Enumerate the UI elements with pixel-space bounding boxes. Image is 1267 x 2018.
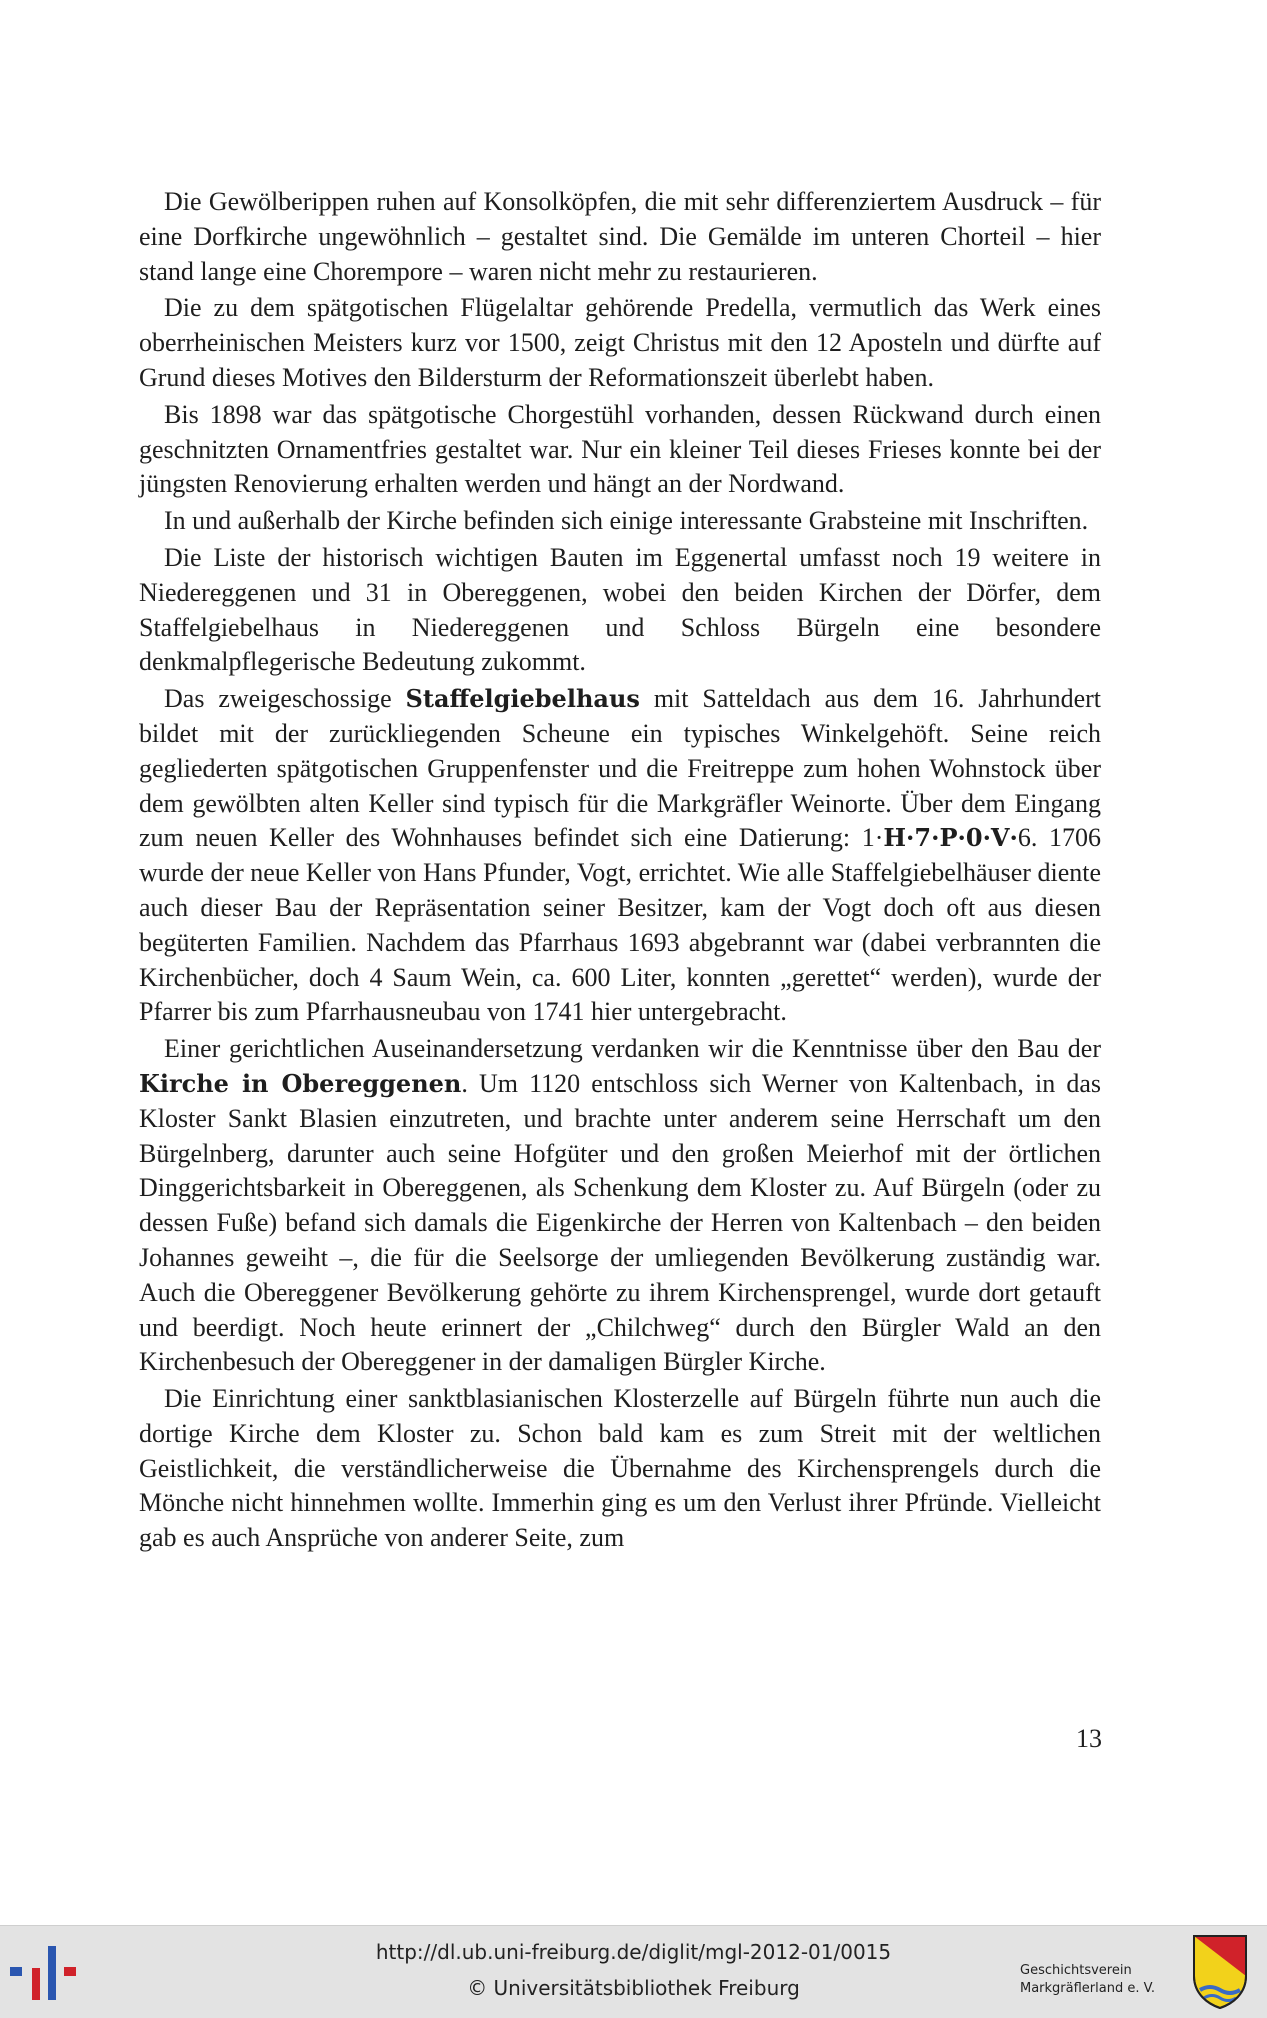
paragraph-klosterzelle: Die Einrichtung einer sanktblasianischen Klosterzelle auf Bürgeln führte nun auch die dortige Kirche dem Kloster zu. Schon bald kam es zum Streit mit der weltlichen Geistlichkeit, die verständlicherweise die Übernahme des Kirchensprengels durch die Mönche nicht hinnehmen wollte. Immerhin ging es um den Verlust ihrer Pfründe. Vielleicht gab es auch Ansprüche von anderer Seite, zum [139,1384,1101,1553]
paragraph-bautenliste: Die Liste der historisch wichtigen Bauten im Eggenertal umfasst noch 19 weitere in Niedereggenen und 31 in Obereggenen, wobei den beiden Kirchen der Dörfer, dem Staffelgiebelhaus in Niedereggenen und Schloss Bürgeln eine besondere denkmalpflegerische Bedeutung zukommt. [139,542,1101,677]
society-line-2: Markgräflerland e. V. [1020,1981,1155,1996]
footer-bar [0,1925,1267,2018]
footer-url-link[interactable]: http://dl.ub.uni-freiburg.de/diglit/mgl-2012-01/0015 [375,1940,892,1964]
paragraph-predella: Die zu dem spätgotischen Flügelaltar gehörende Predella, vermutlich das Werk eines oberrheinischen Meisters kurz vor 1500, zeigt Christus mit den 12 Aposteln und dürfte auf Grund dieses Motives den Bildersturm der Reformationszeit überlebt haben. [139,293,1101,392]
page-number: 13 [1076,1724,1102,1753]
society-crest-icon[interactable] [1192,1934,1248,2010]
term-kirche-obereggenen: Kirche in Obereggenen [139,1068,462,1098]
term-staffelgiebelhaus: Staffelgiebelhaus [405,684,640,714]
paragraph-gewoelberippen: Die Gewölberippen ruhen auf Konsolköpfen, die mit sehr differenziertem Ausdruck – für eine Dorfkirche ungewöhnlich – gestaltet sind. Die Gemälde im unteren Chorteil – hier stand lange eine Chorempore – waren nicht mehr zu restaurieren. [139,187,1101,286]
footer-copyright: © Universitätsbibliothek Freiburg [467,1976,800,2000]
dating-inscription: H·7·P·0·V· [883,823,1018,853]
body-text [139,185,1101,1558]
paragraph-grabsteine: In und außerhalb der Kirche befinden sich einige interessante Grabsteine mit Inschriften. [164,506,1089,536]
logo-blue-dot [10,1967,22,1976]
society-line-1: Geschichtsverein [1020,1963,1132,1978]
society-name [1020,1962,1180,1998]
paragraph-staffelgiebelhaus: Das zweigeschossige Staffelgiebelhaus mit Satteldach aus dem 16. Jahrhundert bildet mit der zurückliegenden Scheune ein typisches Winkelgehöft. Seine reich gegliederten spätgotischen Gruppenfenster und die Freitreppe zum hohen Wohnstock über dem gewölbten alten Keller sind typisch für die Markgräfler Weinorte. Über dem Eingang zum neuen Keller des Wohnhauses befindet sich eine Datierung: 1·H·7·P·0·V·6. 1706 wurde der neue Keller von Hans Pfunder, Vogt, errichtet. Wie alle Staffelgiebelhäuser diente auch dieser Bau der Repräsentation seiner Besitzer, kam der Vogt doch oft aus diesen begüterten Familien. Nachdem das Pfarrhaus 1693 abgebrannt war (dabei verbrannten die Kirchenbücher, doch 4 Saum Wein, ca. 600 Liter, konnten „gerettet“ werden), wurde der Pfarrer bis zum Pfarrhausneubau von 1741 hier untergebracht. [139,684,1102,1027]
paragraph-chorgestuehl: Bis 1898 war das spätgotische Chorgestühl vorhanden, dessen Rückwand durch einen geschnitzten Ornamentfries gestaltet war. Nur ein kleiner Teil dieses Frieses konnte bei der jüngsten Renovierung erhalten werden und hängt an der Nordwand. [139,399,1101,499]
logo-red-bar-2 [64,1967,76,1976]
paragraph-kirche-obereggenen: Einer gerichtlichen Auseinandersetzung verdanken wir die Kenntnisse über den Bau der Kirche in Obereggenen. Um 1120 entschloss sich Werner von Kaltenbach, in das Kloster Sankt Blasien einzutreten, und brachte unter anderem seine Herrschaft um den Bürgelnberg, darunter auch seine Hofgüter und den großen Meierhof mit der örtlichen Dinggerichtsbarkeit in Obereggenen, als Schenkung dem Kloster zu. Auf Bürgeln (oder zu dessen Fuße) befand sich damals die Eigenkirche der Herren von Kaltenbach – den beiden Johannes geweiht –, die für die Seelsorge der umliegenden Bevölkerung zuständig war. Auch die Obereggener Bevölkerung gehörte zu ihrem Kirchensprengel, wurde dort getauft und beerdigt. Noch heute erinnert der „Chilchweg“ durch den Bürgler Wald an den Kirchenbesuch der Obereggener in der damaligen Bürgler Kirche. [139,1034,1102,1377]
